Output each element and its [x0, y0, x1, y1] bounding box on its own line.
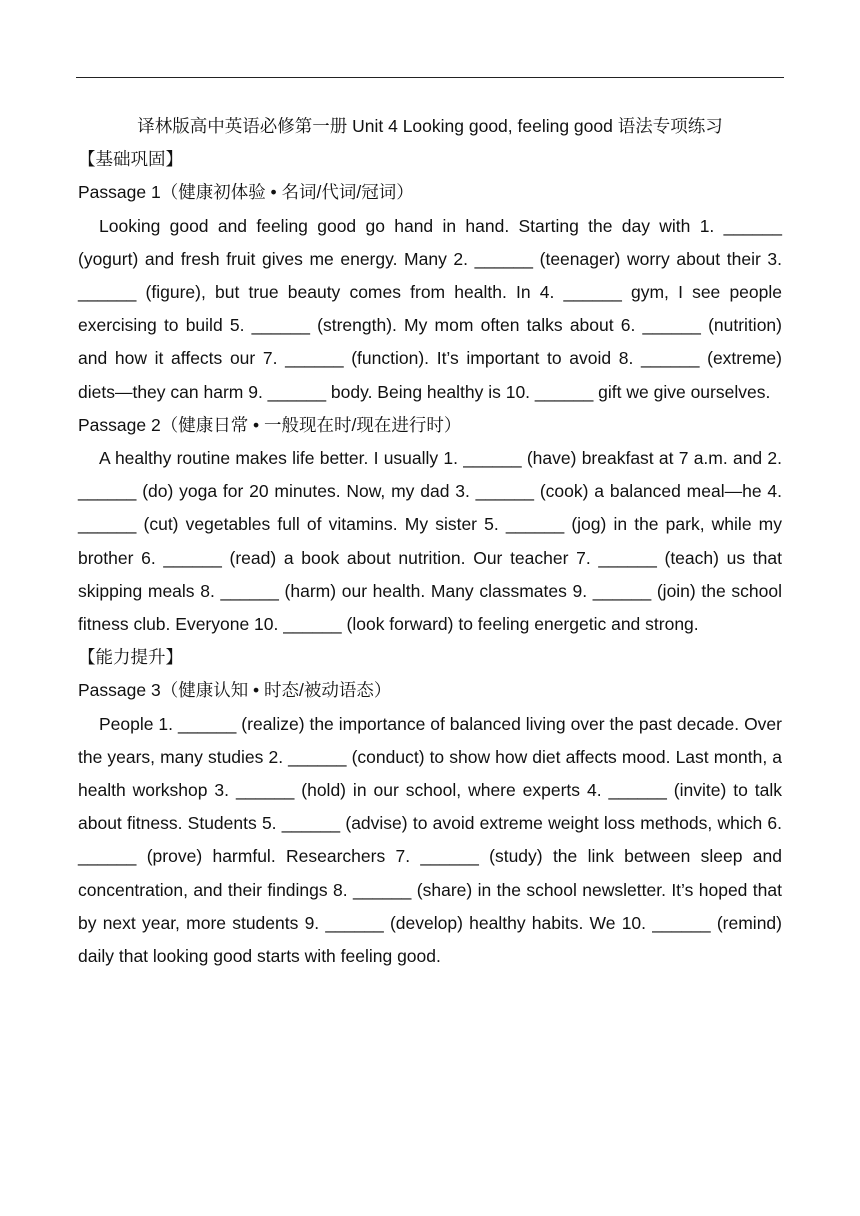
section-basic	[78, 143, 782, 641]
passage-2	[78, 409, 782, 641]
section-heading-basic: 【基础巩固】	[78, 149, 183, 170]
passage-1-text: Looking good and feeling good go hand in hand. Starting the day with 1. ______ (yogurt) and fresh fruit gives me energy. Many 2. ______ (teenager) worry about their 3. ______ (figure), but true beauty comes from health. In 4. ______ gym, I see people exercising to build 5. ______ (strength). My mom often talks about 6. ______ (nutrition) and how it affects our 7. ______ (function). It’s important to avoid 8. ______ (extreme) diets—they can harm 9. ______ body. Being healthy is 10. ______ gift we give ourselves.	[78, 215, 782, 402]
passage-3	[78, 674, 782, 973]
document-title: 译林版高中英语必修第一册 Unit 4 Looking good, feeling good 语法专项练习	[137, 116, 723, 136]
passage-3-text: People 1. ______ (realize) the importance of balanced living over the past decade. Over the years, many studies 2. ______ (conduct) to show how diet affects mood. Last month, a health workshop 3. ______ (hold) in our school, where experts 4. ______ (invite) to talk about fitness. Students 5. ______ (advise) to avoid extreme weight loss methods, which 6. ______ (prove) harmful. Researchers 7. ______ (study) the link between sleep and concentration, and their findings 8. ______ (share) in the school newsletter. It’s hoped that by next year, more students 9. ______ (develop) healthy habits. We 10. ______ (remind) daily that looking good starts with feeling good.	[78, 713, 782, 967]
section-advanced	[78, 641, 782, 973]
section-heading-advanced: 【能力提升】	[78, 647, 183, 668]
passage-2-text: A healthy routine makes life better. I usually 1. ______ (have) breakfast at 7 a.m. and 2. ______ (do) yoga for 20 minutes. Now, my dad 3. ______ (cook) a balanced meal—he 4. ______ (cut) vegetables full of vitamins. My sister 5. ______ (jog) in the park, while my brother 6. ______ (read) a book about nutrition. Our teacher 7. ______ (teach) us that skipping meals 8. ______ (harm) our health. Many classmates 9. ______ (join) the school fitness club. Everyone 10. ______ (look forward) to feeling energetic and strong.	[78, 448, 782, 635]
passage-2-heading: Passage 2（健康日常 • 一般现在时/现在进行时）	[78, 414, 462, 435]
header-rule	[76, 77, 784, 78]
passage-3-heading: Passage 3（健康认知 • 时态/被动语态）	[78, 680, 392, 701]
passage-1	[78, 176, 782, 408]
passage-1-heading: Passage 1（健康初体验 • 名词/代词/冠词）	[78, 182, 414, 203]
document-body	[78, 110, 782, 973]
